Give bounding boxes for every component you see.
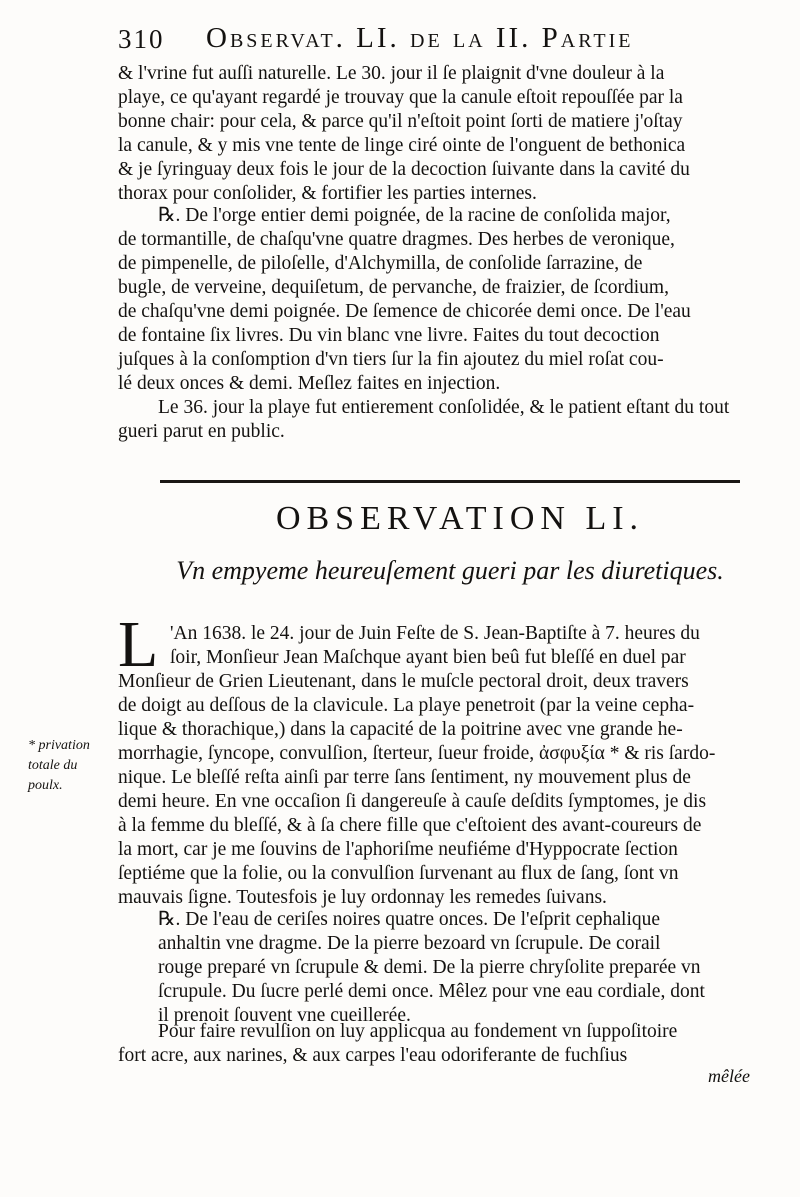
observation-subtitle: Vn empyeme heureuſement gueri par les diuretiques.	[176, 556, 724, 585]
text-line: Monſieur de Grien Lieutenant, dans le muſcle pectoral droit, deux travers	[118, 671, 689, 692]
text-line: lique & thorachique,) dans la capacité de la poitrine avec vne grande he-	[118, 719, 683, 740]
text-line: de tormantille, de chaſqu'vne quatre dragmes. Des herbes de veronique,	[118, 229, 675, 250]
catchword: mêlée	[708, 1066, 750, 1086]
text-line: il prenoit ſouvent vne cueillerée.	[158, 1005, 411, 1026]
margin-note: * privation totale du poulx.	[28, 738, 90, 793]
text-line: la mort, car je me ſouvins de l'aphoriſme neufiéme d'Hyppocrate ſection	[118, 839, 678, 860]
text-line: gueri parut en public.	[118, 421, 285, 442]
text-line: ℞. De l'eau de ceriſes noires quatre onces. De l'eſprit cephalique	[158, 909, 661, 930]
page-header	[118, 20, 748, 60]
text-line: demi heure. En vne occaſion ſi dangereuſe à cauſe deſdits ſymptomes, je dis	[118, 791, 707, 812]
text-line: de doigt au deſſous de la clavicule. La playe penetroit (par la veine cepha-	[118, 695, 695, 716]
text-line: juſques à la conſomption d'vn tiers ſur la fin ajoutez du miel roſat cou-	[118, 349, 664, 370]
drop-cap: L	[118, 608, 159, 681]
text-line: de pimpenelle, de piloſelle, d'Alchymilla, de conſolide ſarrazine, de	[118, 253, 643, 274]
page-number: 310	[118, 24, 165, 54]
text-line: ℞. De l'orge entier demi poignée, de la racine de conſolida major,	[158, 205, 671, 226]
section-divider	[160, 480, 740, 483]
text-line: lé deux onces & demi. Meſlez faites en injection.	[118, 373, 501, 394]
text-line: anhaltin vne dragme. De la pierre bezoard vn ſcrupule. De corail	[158, 933, 661, 954]
text-line: à la femme du bleſſé, & à ſa chere fille que c'eſtoient des avant-coureurs de	[118, 815, 702, 836]
text-line: thorax pour conſolider, & fortifier les parties internes.	[118, 183, 537, 204]
running-title: Observat. LI. de la II. Partie	[206, 22, 634, 54]
text-line: ſoir, Monſieur Jean Maſchque ayant bien beû fut bleſſé en duel par	[170, 647, 686, 668]
text-line: & je ſyringuay deux fois le jour de la decoction ſuivante dans la cavité du	[118, 159, 690, 180]
text-line: Le 36. jour la playe fut entierement conſolidée, & le patient eſtant du tout	[158, 397, 730, 418]
observation-title: OBSERVATION LI.	[275, 500, 645, 537]
text-line: de fontaine ſix livres. Du vin blanc vne livre. Faites du tout decoction	[118, 325, 660, 346]
text-line: 'An 1638. le 24. jour de Juin Feſte de S. Jean-Baptiſte à 7. heures du	[170, 623, 700, 644]
text-line: bonne chair: pour cela, & parce qu'il n'eſtoit point ſorti de matiere j'oſtay	[118, 111, 683, 132]
text-line: de chaſqu'vne demi poignée. De ſemence de chicorée demi once. De l'eau	[118, 301, 691, 322]
text-line: Pour faire revulſion on luy applicqua au fondement vn ſuppoſitoire	[158, 1021, 678, 1042]
text-line: bugle, de verveine, dequiſetum, de pervanche, de fraizier, de ſcordium,	[118, 277, 669, 298]
text-line: playe, ce qu'ayant regardé je trouvay que la canule eſtoit repouſſée par la	[118, 87, 683, 108]
text-line: fort acre, aux narines, & aux carpes l'eau odoriferante de fuchſius	[118, 1045, 628, 1066]
text-line: morrhagie, ſyncope, convulſion, ſterteur, ſueur froide, ἀσφυξία * & ris ſardo-	[118, 743, 716, 764]
text-line: mauvais ſigne. Toutesfois je luy ordonnay les remedes ſuivans.	[118, 887, 607, 908]
text-line: ſcrupule. Du ſucre perlé demi once. Mêlez pour vne eau cordiale, dont	[158, 981, 705, 1002]
text-line: ſeptiéme que la folie, ou la convulſion ſurvenant au flux de ſang, ſont vn	[118, 863, 679, 884]
text-line: rouge preparé vn ſcrupule & demi. De la pierre chryſolite preparée vn	[158, 957, 701, 978]
text-line: la canule, & y mis vne tente de linge ciré ointe de l'onguent de bethonica	[118, 135, 686, 156]
text-line: & l'vrine fut auſſi naturelle. Le 30. jour il ſe plaignit d'vne douleur à la	[118, 63, 665, 84]
text-line: nique. Le bleſſé reſta ainſi par terre ſans ſentiment, ny mouvement plus de	[118, 767, 691, 788]
